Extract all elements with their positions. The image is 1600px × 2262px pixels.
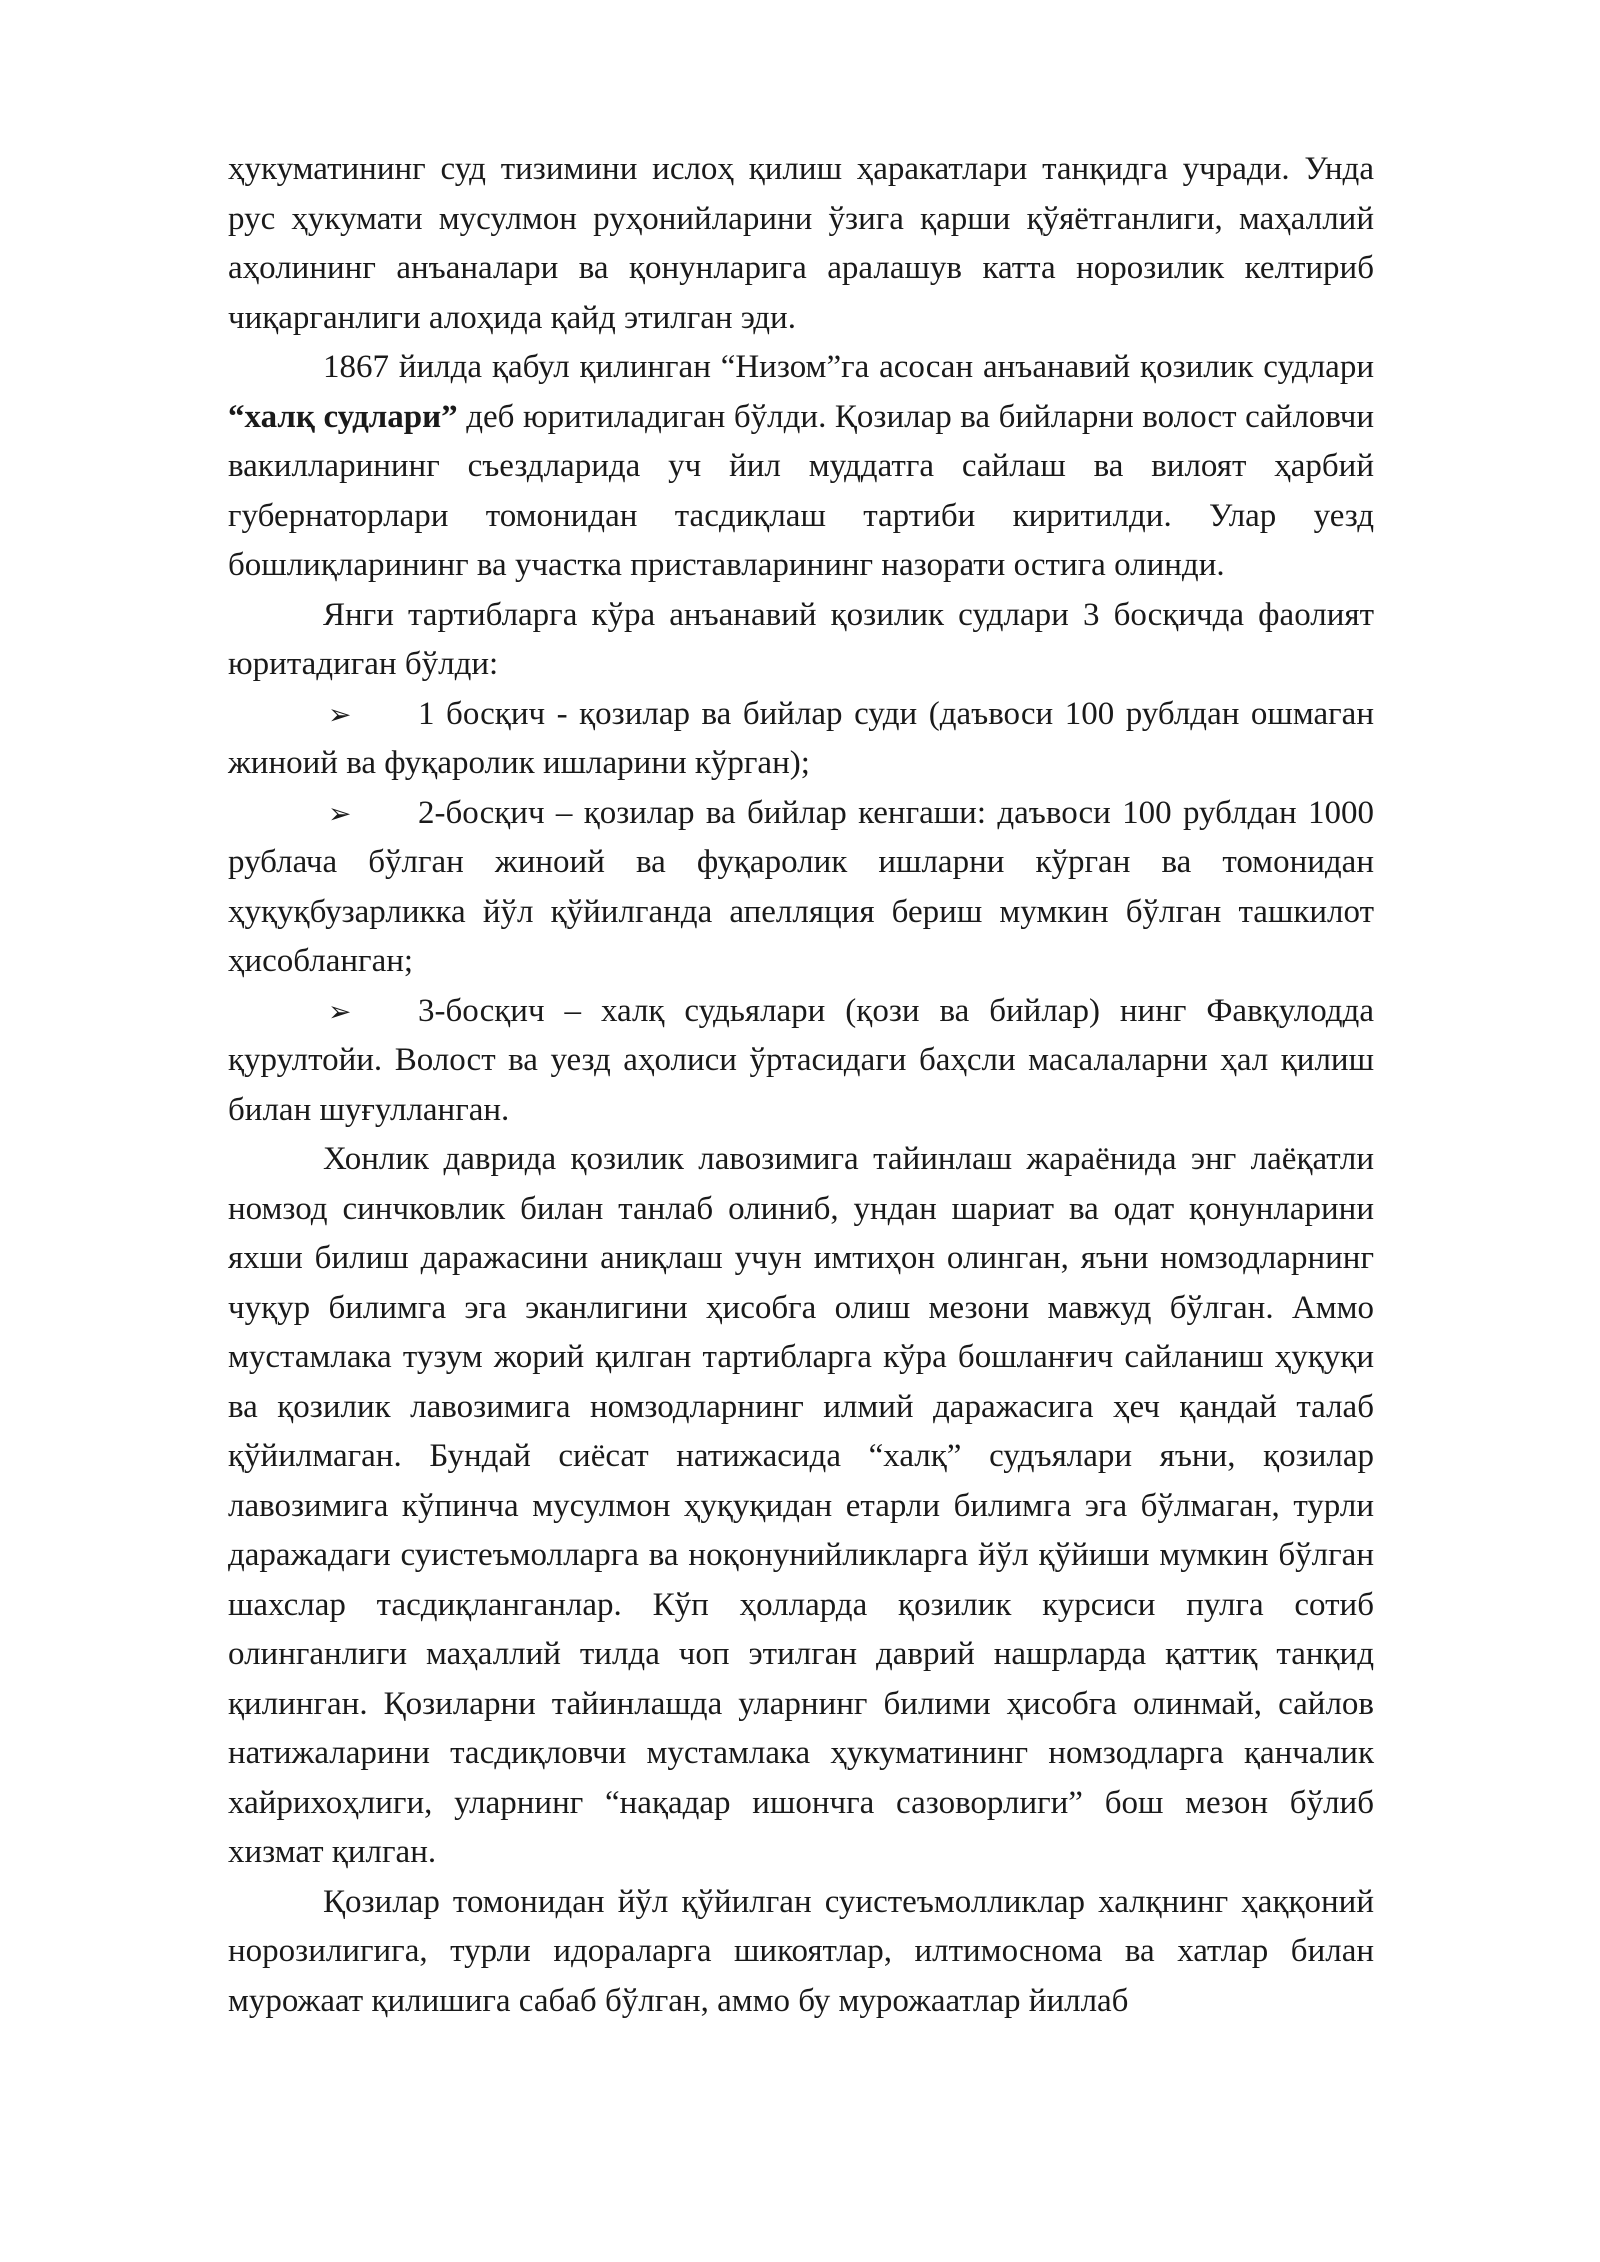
bullet-item-text: 2-босқич – қозилар ва бийлар кенгаши: даъвоси 100 рублдан 1000 рублача бўлган жиноий ва фуқаролик ишларни кўрган ва томонидан ҳуқуқбузарликка йўл қўйилганда апелляция бериш мумкин бўлган ташкилот ҳисобланган; <box>228 794 1374 979</box>
document-page <box>228 145 1374 2026</box>
arrow-bullet-icon: ➢ <box>328 796 352 830</box>
bullet-item-text: 1 босқич - қозилар ва бийлар суди (даъвоси 100 рублдан ошмаган жиноий ва фуқаролик ишларини кўрган); <box>228 695 1374 781</box>
bullet-item-stage-1 <box>228 690 1374 789</box>
arrow-bullet-icon: ➢ <box>328 994 352 1028</box>
paragraph-khanate-period: Хонлик даврида қозилик лавозимига тайинлаш жараёнида энг лаёқатли номзод синчковлик билан танлаб олиниб, ундан шариат ва одат қонунларини яхши билиш даражасини аниқлаш учун имтиҳон олинган, яъни номзодларнинг чуқур билимга эга эканлигини ҳисобга олиш мезони мавжуд бўлган. Аммо мустамлака тузум жорий қилган тартибларга кўра бошланғич сайланиш ҳуқуқи ва қозилик лавозимига номзодларнинг илмий даражасига ҳеч қандай талаб қўйилмаган. Бундай сиёсат натижасида “халқ” судъялари яъни, қозилар лавозимига кўпинча мусулмон ҳуқуқидан етарли билимга эга бўлмаган, турли даражадаги суистеъмолларга ва ноқонунийликларга йўл қўйиши мумкин бўлган шахслар тасдиқланганлар. Кўп ҳолларда қозилик курсиси пулга сотиб олинганлиги маҳаллий тилда чоп этилган даврий нашрларда қаттиқ танқид қилинган. Қозиларни тайинлашда уларнинг билими ҳисобга олинмай, сайлов натижаларини тасдиқловчи мустамлака ҳукуматининг номзодларга қанчалик хайрихоҳлиги, уларнинг “нақадар ишончга сазоворлиги” бош мезон бўлиб хизмат қилган. <box>228 1141 1374 1870</box>
paragraph-nizom <box>228 343 1374 591</box>
paragraph-stages-intro: Янги тартибларга кўра анъанавий қозилик судлари 3 босқичда фаолият юритадиган бўлди: <box>228 596 1374 682</box>
bullet-item-text: 3-босқич – халқ судьялари (қози ва бийлар) нинг Фавқулодда қурултойи. Волост ва уезд аҳолиси ўртасидаги баҳсли масалаларни ҳал қилиш билан шуғулланган. <box>228 992 1374 1128</box>
paragraph-abuses: Қозилар томонидан йўл қўйилган суистеъмолликлар халқнинг ҳаққоний норозилигига, турли идораларга шикоятлар, илтимоснома ва хатлар билан мурожаат қилишига сабаб бўлган, аммо бу мурожаатлар йиллаб <box>228 1883 1374 2019</box>
bullet-item-stage-2 <box>228 789 1374 987</box>
paragraph-nizom-bold-term: “халқ судлари” <box>228 398 458 435</box>
paragraph-nizom-text-b: деб юритиладиган бўлди. Қозилар ва бийларни волост сайловчи вакилларининг съездларида уч йил муддатга сайлаш ва вилоят ҳарбий губернаторлари томонидан тасдиқлаш тартиби киритилди. Улар уезд бошлиқларининг ва участка приставларининг назорати остига олинди. <box>228 398 1374 583</box>
bullet-item-stage-3 <box>228 987 1374 1136</box>
paragraph-nizom-text-a: 1867 йилда қабул қилинган “Низом”га асосан анъанавий қозилик судлари <box>323 349 1374 385</box>
paragraph-continuation: ҳукуматининг суд тизимини ислоҳ қилиш ҳаракатлари танқидга учради. Унда рус ҳукумати мусулмон руҳонийларини ўзига қарши қўяётганлиги, маҳаллий аҳолининг анъаналари ва қонунларига аралашув катта норозилик келтириб чиқарганлиги алоҳида қайд этилган эди. <box>228 151 1374 336</box>
arrow-bullet-icon: ➢ <box>328 697 352 731</box>
